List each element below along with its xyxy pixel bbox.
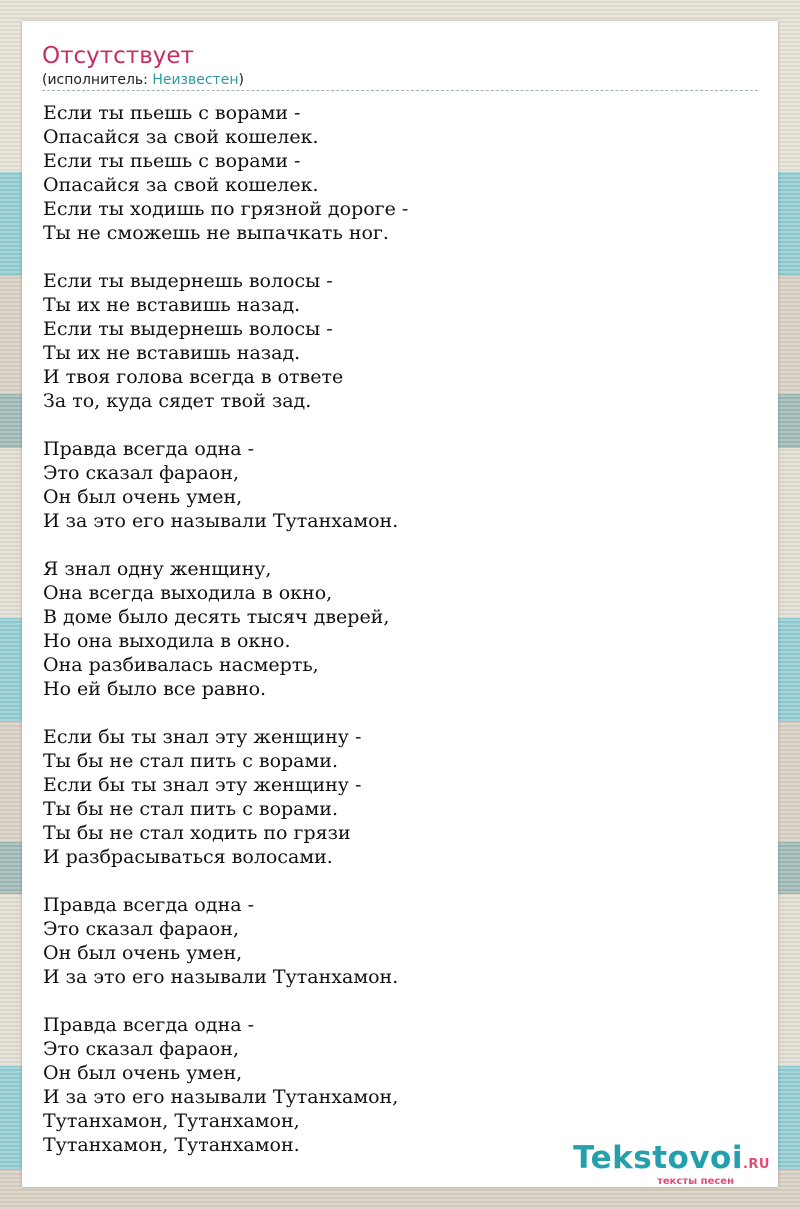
logo-name: Tekstovoi <box>573 1140 743 1176</box>
artist-line <box>42 71 244 89</box>
artist-suffix: ) <box>238 72 244 88</box>
lyrics-text: Если ты пьешь с ворами - Опасайся за свой кошелек. Если ты пьешь с ворами - Опасайся за свой кошелек. Если ты ходишь по грязной дороге - Ты не сможешь не выпачкать ног. Если ты выдернешь волосы - Ты их не вставишь назад. Если ты выдернешь волосы - Ты их не вставишь назад. И твоя голова всегда в ответе За то, куда сядет твой зад. Правда всегда одна - Это сказал фараон, Он был очень умен, И за это его называли Тутанхамон. Я знал одну женщину, Она всегда выходила в окно, В доме было десять тысяч дверей, Но она выходила в окно. Она разбивалась насмерть, Но ей было все равно. Если бы ты знал эту женщину - Ты бы не стал пить с ворами. Если бы ты знал эту женщину - Ты бы не стал пить с ворами. Ты бы не стал ходить по грязи И разбрасываться волосами. Правда всегда одна - Это сказал фараон, Он был очень умен, И за это его называли Тутанхамон. Правда всегда одна - Это сказал фараон, Он был очень умен, И за это его называли Тутанхамон, Тутанхамон, Тутанхамон, Тутанхамон, Тутанхамон. <box>43 102 409 1156</box>
site-logo[interactable] <box>573 1140 770 1187</box>
lyrics-card <box>22 21 778 1187</box>
logo-tld: .RU <box>742 1157 770 1172</box>
artist-link[interactable]: Неизвестен <box>152 72 239 88</box>
title-divider <box>42 90 758 91</box>
song-title: Отсутствует <box>42 43 194 69</box>
artist-prefix: (исполнитель: <box>42 72 153 88</box>
logo-tagline: тексты песен <box>657 1176 734 1187</box>
